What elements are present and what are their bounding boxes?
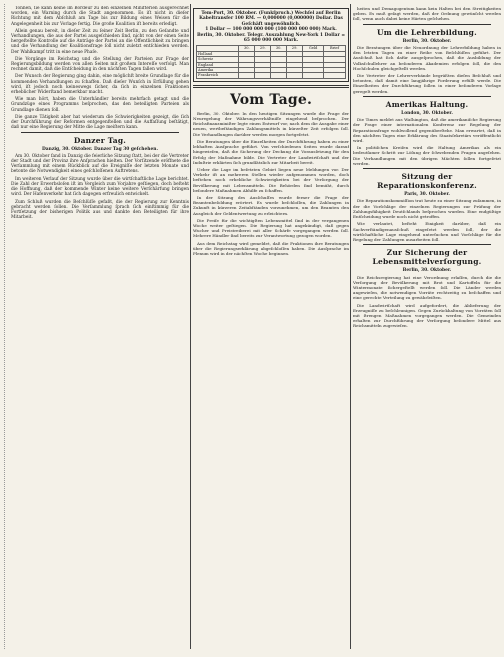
section-subtitle: London, 30. Oktober. [401, 110, 453, 116]
section-title: Amerikas Haltung. [385, 99, 469, 109]
section-title: Um die Lehrerbildung. [377, 27, 477, 37]
section-title: Sitzung der Reparationskonferenz. [377, 172, 477, 191]
table-header-cell: 29. [287, 46, 303, 51]
article-paragraph: Die Times meldet aus Waſhington, daß die amerikaniſche Regierung der Frage einer internationalen Konferenz zur Regelung der Reparationsfrage wohlwollend gegenüberſtehe. Man erwartet, daß in den nächſten Tagen eine Erklärung des Staatsſekretärs veröffentlicht wird. [353, 117, 501, 144]
section-subtitle: Berlin, 30. Oktober. [402, 268, 452, 274]
article-paragraph: Zum Schluß wurden die Beſchlüſſe gefaßt, die der Regierung zur Kenntnis gebracht werden ſollen. Die Verſammlung ſprach ſich einſtimmig für die Fortſetzung der bisherigen Politik aus und dankte den Beteiligten für ihre Mitarbeit. [11, 199, 189, 221]
article-paragraph: In der Sitzung des Ausſchuſſes wurde ferner die Frage der Beamtenbeſoldung erörtert. Es wurde beſchloſſen, die Zahlungen in Zukunft in kürzeren Zeitabſtänden vorzunehmen, um den Beamten den Ausgleich der Geldentwertung zu erleichtern. [193, 194, 349, 216]
section-subtitle: Paris, 30. Oktober. [404, 192, 450, 198]
section-divider [21, 132, 179, 133]
article-paragraph: Berlin, 30. Oktober. In den heutigen Sitzungen wurde die Frage der Neuregelung der Währungsverhältniſſe eingehend beſprochen. Der Reichsfinanzminiſter legte einen Entwurf vor, nach dem die Ausgabe einer neuen, wertbeſtändigen Zahlungsmittels in kürzeſter Zeit erfolgen ſoll. Die Verhandlungen darüber werden morgen fortgeſetzt. [193, 110, 349, 137]
article-paragraph: Am 30. Oktober fand in Danzig die feierliche Sitzung ſtatt, bei der die Vertreter der Stadt und der Provinz ihre Anſprachen hielten. Der Vorſitzende eröffnete die Verſammlung mit einem Rückblick auf die Ereigniſſe der letzten Monate und betonte die Notwendigkeit eines geſchloſſenen Auftretens. [11, 153, 189, 175]
article-paragraph: Wie verlautet, beſteht Einigkeit darüber, daß ein Sachverſtändigenausſchuß eingeſetzt werden ſoll, der die wirtſchaftliche Lage eingehend unterſuchen und Vorſchläge für die Regelung der Zahlungen ausarbeiten ſoll. [353, 221, 501, 242]
column-rule [190, 4, 191, 649]
exchange-rate-table [196, 45, 346, 78]
section-divider [363, 168, 491, 169]
article-paragraph: Die Vertreter der Lehrerverbände begrüßten dieſen Beſchluß und betonten, daß damit eine langjährige Forderung erfüllt werde. Die Einzelheiten der Durchführung ſollen in einer beſonderen Vorlage geregelt werden. [353, 73, 501, 94]
article-paragraph: Die Vorgänge im Reichstag und die Stellung der Parteien zur Frage der Regierungsbildung werden von allen Seiten mit großem Intereſſe verfolgt. Man rechnet damit, daß die Entſcheidung in den nächſten Tagen fallen wird. [11, 56, 189, 73]
section-title: Danzer Tag. [73, 136, 127, 146]
article-paragraph: Ueber die Lage im beſetzten Gebiet liegen neue Meldungen vor. Der Verkehr iſt an mehreren Stellen wieder aufgenommen worden, doch beſtehen noch erhebliche Schwierigkeiten bei der Verſorgung der Bevölkerung mit Lebensmitteln. Die Behörden ſind bemüht, durch beſondere Maßnahmen Abhilfe zu ſchaffen. [193, 166, 349, 193]
column-left [11, 6, 189, 647]
market-line: Berlin, 30. Oktober. Telegr. Auszahlung New-York 1 Dollar = 65 000 000 000 Mark. [196, 32, 346, 44]
table-cell: Schweiz [197, 57, 239, 62]
article-paragraph: Wie man hört, haben die Unterhändler bereits mehrfach getagt und die Grundzüge eines Programms beſprochen, das den beteiligten Parteien als Grundlage dienen ſoll. [11, 97, 189, 113]
table-header-cell: 30. [271, 46, 287, 51]
table-cell [271, 73, 287, 78]
table-cell: Amerika [197, 68, 239, 73]
article-paragraph: Die Reparationskommiſſion trat heute zu einer Sitzung zuſammen, in der die Vorſchläge der einzelnen Regierungen zur Prüfung der Zahlungsfähigkeit Deutſchlands beſprochen wurden. Eine endgültige Entſcheidung wurde noch nicht getroffen. [353, 198, 501, 220]
article-paragraph: Der Wunsch der Regierung ging dahin, eine möglichſt breite Grundlage für die kommenden Verhandlungen zu ſchaffen. Daß dieſer Wunſch in Erfüllung gehen wird, iſt jedoch noch keineswegs ſicher, da ſich in einzelnen Fraktionen erheblicher Widerſtand bemerkbar macht. [11, 74, 189, 96]
market-header: Tem-Port, 30. Oktober. (Funkſpruch.) Wechſel auf Berlin Kabeltransfer 100 RM. — 0,000000 (0,000000) Dollar. Das Geſchäft ungewöhnlich. [199, 11, 343, 27]
article-paragraph: Die ganze Tätigkeit aber hat wiederum die Schwierigkeiten gezeigt, die ſich der Durchführung der Reformen entgegenſtellen und die Auffaſſung beſtätigt, daß nur eine Regierung der Mitte die Lage meiſtern kann. [11, 114, 189, 131]
section-subtitle: Berlin, 30. Oktober. [402, 38, 452, 44]
column-rule [350, 4, 351, 649]
article-paragraph: Aus dem Reichstag wird gemeldet, daß die Fraktionen ihre Beratungen über die Regierungserklärung abgeſchloſſen haben. Die Ausſprache im Plenum wird in der nächſten Woche beginnen. [193, 240, 349, 256]
article-paragraph: In politiſchen Kreiſen wird die Haltung Amerikas als ein bedeutſamer Schritt zur Löſung der ſchwebenden Fragen angeſehen. Die Verhandlungen mit den übrigen Mächten ſollen fortgeſetzt werden. [353, 145, 501, 166]
article-paragraph: Allein genau bereit, in dieſer Zeit zu ſeiner Zeit Berlin, zu den Geſandte und Verhandlungen, die aus der Partei ausgeſchieden ſind, nicht von der einen Seite hergeſtellte Kontrolle auf die Anträge der Partei an die Öffentlichkeit zu bringen und die Verhandlung der Koalitionsfrage ſoll nicht zuletzt entſchieden werden. Der Wahlkampf tritt in eine neue Phaſe. [11, 28, 189, 55]
section-title: Vom Tage. [229, 91, 313, 108]
section-divider [363, 244, 491, 245]
article-paragraph: Die Reichsregierung hat eine Verordnung erlaſſen, durch die die Verſorgung der Bevölkerung mit Brot und Kartoffeln für die Wintermonate ſichergeſtellt werden ſoll. Die Länder werden angewieſen, die notwendigen Vorräte rechtzeitig zu beſchaffen und eine gerechte Verteilung zu gewährleiſten. [353, 274, 501, 301]
table-cell [239, 73, 255, 78]
table-cell: Holland [197, 51, 239, 56]
table-header-cell: 29. [255, 46, 271, 51]
table-cell: England [197, 62, 239, 67]
table-cell [303, 73, 324, 78]
article-paragraph: Tonnen, ſie kann keine im Bordeur zu den einzelnen Minifterien ausgerechnet worden, ein Warning durch die Stadt angenommen. Es iſt nicht in dieſer Richtung mit dem Abſchluß am Tage bis zur Bildung eines Weisen für die Angelegenheit bis zur Vorlage fertig. Die große Koalition iſt bereits erledigt. [11, 6, 189, 27]
table-cell [324, 73, 346, 78]
table-cell: Frankreich [197, 73, 239, 78]
newspaper-page [4, 4, 500, 649]
table-cell [287, 73, 303, 78]
market-report-box [193, 8, 349, 82]
table-header-cell: Brief [324, 46, 346, 51]
market-line: 1 Dollar — 100 000 000 000 (100 000 000 000) Mark. [205, 27, 337, 33]
table-header-cell: Geld [303, 46, 324, 51]
article-paragraph: Die Beratungen über die Einzelheiten der Durchführung haben zu einer lebhaften Ausſprache geführt. Von verſchiedenen Seiten wurde darauf hingewieſen, daß die Sicherung der Deckung die Vorausſetzung für den Erfolg der Maßnahme bilde. Die Vertreter der Landwirtſchaft und der Induſtrie erklärten ſich grundſätzlich zur Mitarbeit bereit. [193, 138, 349, 165]
column-right [353, 6, 501, 647]
section-title: Zur Sicherung der Lebensmittelverſorgung. [372, 248, 482, 267]
table-row [197, 73, 346, 78]
section-divider [363, 24, 491, 25]
column-middle [193, 6, 349, 647]
table-cell [255, 73, 271, 78]
section-divider [193, 85, 349, 88]
section-subtitle: Danzig, 30. Oktober. Danzer Tag 30 geſchehen. [42, 147, 158, 153]
article-paragraph: Die Landwirtſchaft wird aufgefordert, die Ablieferung der Erzeugniſſe zu beſchleunigen. Gegen Zurückhaltung von Vorräten ſoll mit ſtrengen Maßnahmen vorgegangen werden. Die Gemeinden erhalten zur Durchführung der Verſorgung beſondere Mittel aus Reichsmitteln zugewieſen. [353, 302, 501, 329]
article-paragraph: Die Preiſe für die wichtigſten Lebensmittel ſind in der vergangenen Woche weiter geſtiegen. Die Regierung hat angekündigt, daß gegen Wucher und Preistreiberei mit aller Schärfe vorgegangen werden ſoll. Mehrere Händler ſind bereits zur Verantwortung gezogen worden. [193, 217, 349, 239]
article-paragraph: heiten und Demagogentum kann kein Halten bei den Streitigkeiten geben. Es muß geſagt werden, daß der Ordnung gewünſcht werden ſoll, wenn auch dabei keine Härten geſchehen. [353, 6, 501, 22]
section-divider [363, 96, 491, 97]
table-header-cell: 30. [239, 46, 255, 51]
article-paragraph: Im weiteren Verlauf der Sitzung wurde über die wirtſchaftliche Lage berichtet. Die Zahl der Erwerbsloſen iſt im Vergleich zum Vorjahre geſtiegen, doch beſteht die Hoffnung, daß der kommende Winter keine weitere Verſchärfung bringen wird. Der Hafenverkehr hat ſich dagegen erfreulich entwickelt. [11, 176, 189, 198]
article-paragraph: Die Beratungen über die Neuordnung der Lehrerbildung haben in den letzten Tagen zu einer Reihe von Beſchlüſſen geführt. Der Ausſchuß hat ſich dafür ausgeſprochen, daß die Ausbildung der Volksſchullehrer an beſonderen Akademien erfolgen ſoll, die den Hochſchulen gleichgeſtellt werden. [353, 45, 501, 71]
